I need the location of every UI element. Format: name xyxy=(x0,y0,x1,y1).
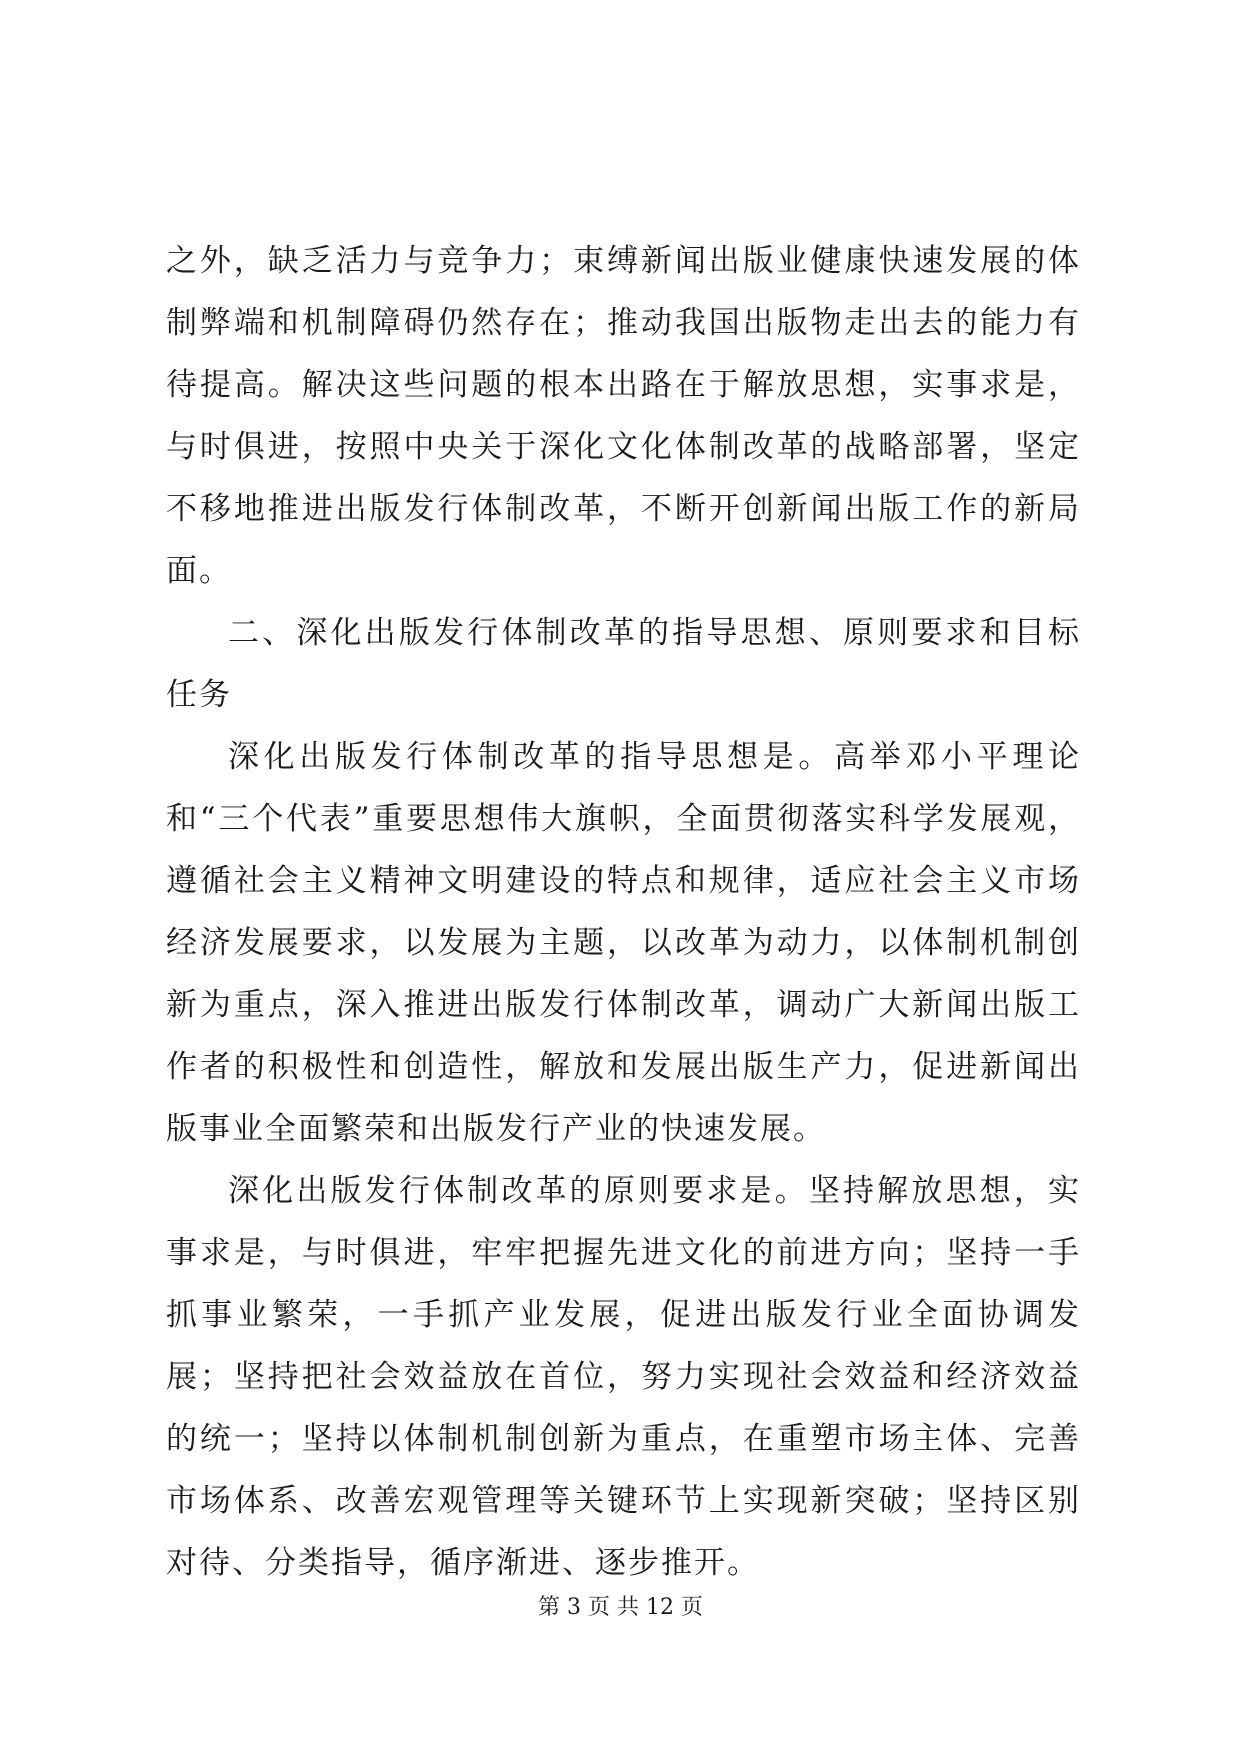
paragraph-guiding-principle: 深化出版发行体制改革的指导思想是。高举邓小平理论和“三个代表”重要思想伟大旗帜，全面贯彻落实科学发展观，遵循社会主义精神文明建设的特点和规律，适应社会主义市场经济发展要求，以发展为主题，以改革为动力，以体制机制创新为重点，深入推进出版发行体制改革，调动广大新闻出版工作者的积极性和创造性，解放和发展出版生产力，促进新闻出版事业全面繁荣和出版发行产业的快速发展。 xyxy=(166,739,1081,1147)
paragraph-requirements: 深化出版发行体制改革的原则要求是。坚持解放思想，实事求是，与时俱进，牢牢把握先进文化的前进方向；坚持一手抓事业繁荣，一手抓产业发展，促进出版发行业全面协调发展；坚持把社会效益放在首位，努力实现社会效益和经济效益的统一；坚持以体制机制创新为重点，在重塑市场主体、完善市场体系、改善宏观管理等关键环节上实现新突破；坚持区别对待、分类指导，循序渐进、逐步推开。 xyxy=(166,1173,1081,1581)
page-footer: 第 3 页 共 12 页 xyxy=(538,1595,703,1620)
section-heading: 二、深化出版发行体制改革的指导思想、原则要求和目标任务 xyxy=(166,615,1081,713)
paragraph-continued: 之外，缺乏活力与竞争力；束缚新闻出版业健康快速发展的体制弊端和机制障碍仍然存在；推动我国出版物走出去的能力有待提高。解决这些问题的根本出路在于解放思想，实事求是，与时俱进，按照中央关于深化文化体制改革的战略部署，坚定不移地推进出版发行体制改革，不断开创新闻出版工作的新局面。 xyxy=(166,243,1081,589)
document-body xyxy=(166,230,1081,1594)
